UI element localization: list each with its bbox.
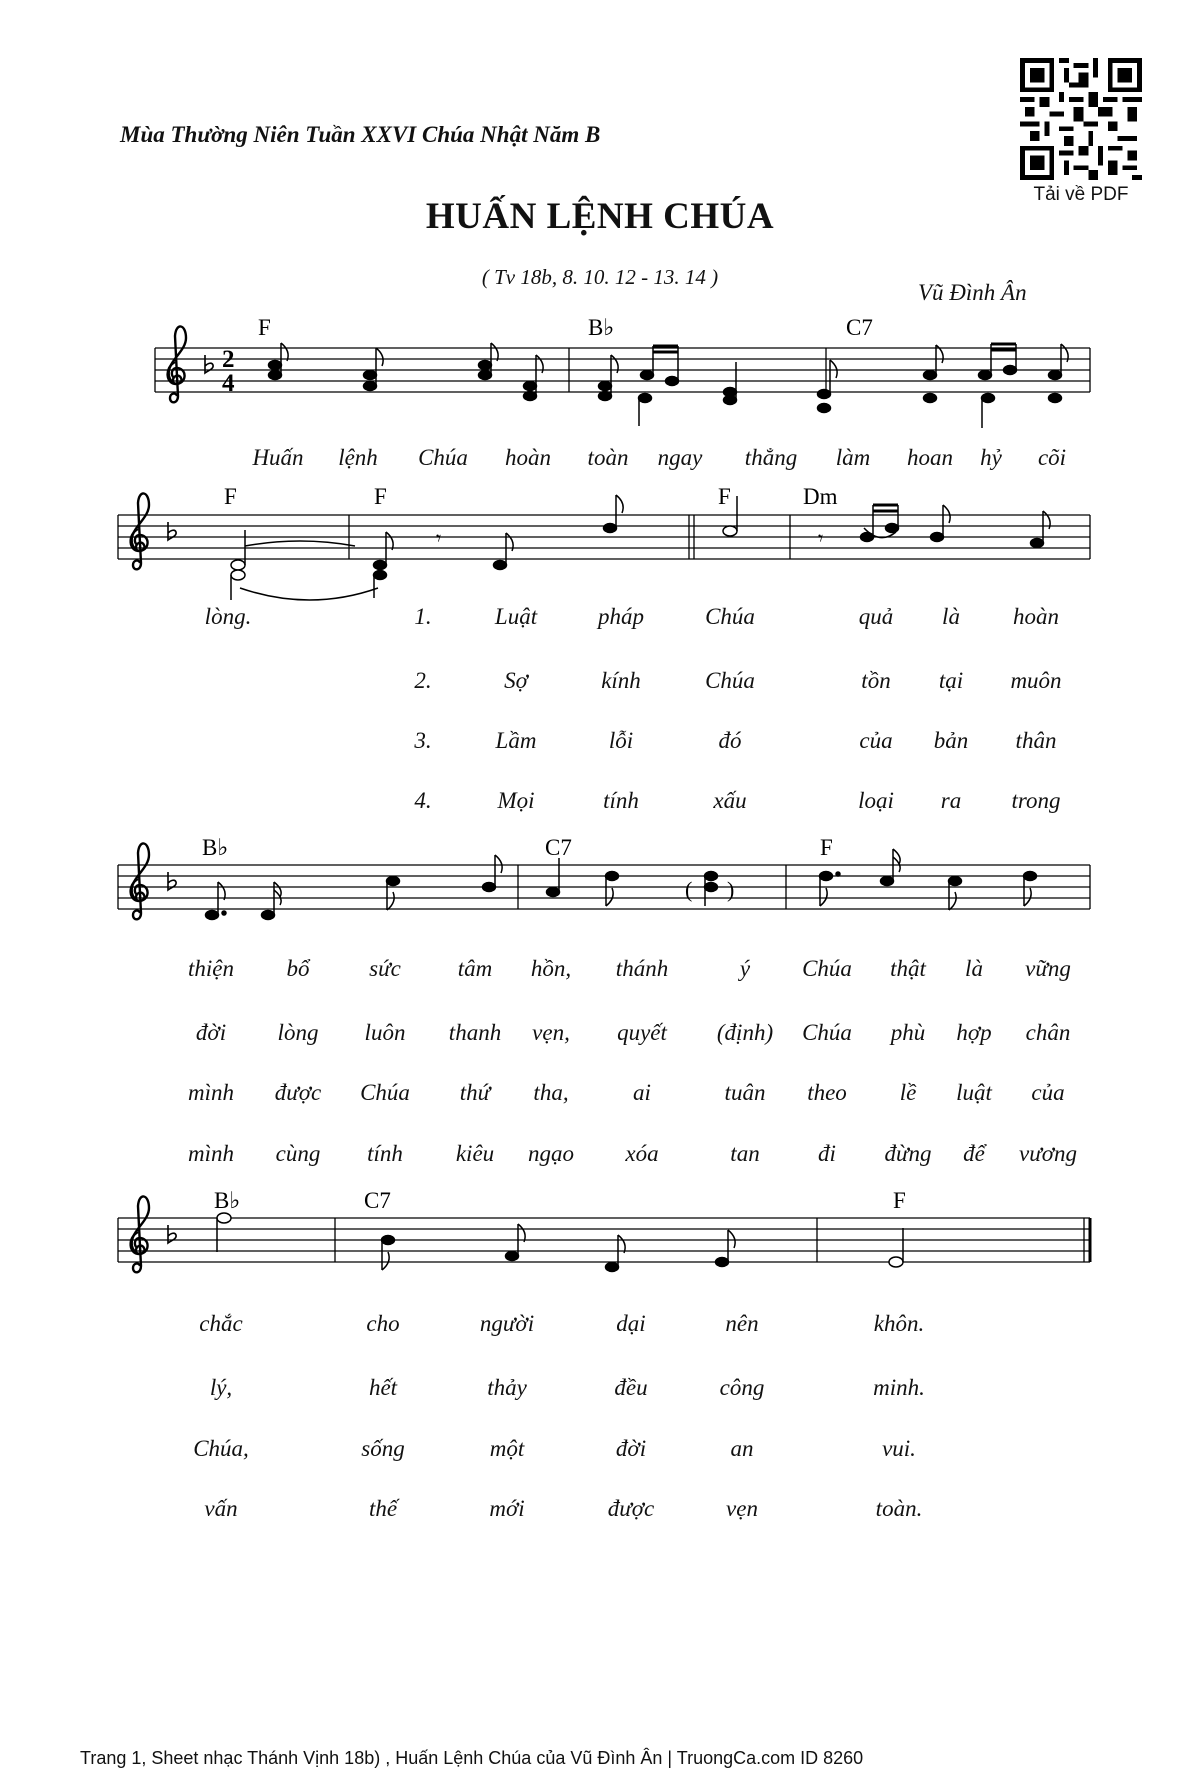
svg-text:C7: C7 <box>364 1188 391 1213</box>
svg-text:(: ( <box>685 877 693 902</box>
treble-clef-icon <box>131 493 149 569</box>
svg-text:): ) <box>727 877 735 902</box>
svg-text:F: F <box>718 484 731 509</box>
svg-text:F: F <box>893 1188 906 1213</box>
song-title: HUẤN LỆNH CHÚA <box>425 196 775 237</box>
svg-text:F: F <box>374 484 387 509</box>
svg-text:F: F <box>224 484 237 509</box>
psalm-reference: ( Tv 18b, 8. 10. 12 - 13. 14 ) <box>481 265 719 289</box>
svg-text:𝄾: 𝄾 <box>818 528 824 550</box>
svg-text:C7: C7 <box>846 315 873 340</box>
page-footer: Trang 1, Sheet nhạc Thánh Vịnh 18b) , Huấn Lệnh Chúa của Vũ Đình Ân | TruongCa.com ID 8260 <box>80 1748 864 1768</box>
liturgical-season: Mùa Thường Niên Tuần XXVI Chúa Nhật Năm B <box>120 122 601 147</box>
svg-text:B♭: B♭ <box>202 835 229 860</box>
treble-clef-icon <box>131 1196 149 1272</box>
composer-name: Vũ Đình Ân <box>918 280 1027 305</box>
notes-system-4 <box>217 1213 903 1272</box>
staff-system-1 <box>155 348 1090 392</box>
staff-system-3 <box>118 865 1090 909</box>
svg-text:F: F <box>258 315 271 340</box>
svg-text:C7: C7 <box>545 835 572 860</box>
chords-system-3 <box>202 835 833 860</box>
chords-system-1 <box>258 315 873 340</box>
svg-text:4: 4 <box>222 370 235 397</box>
svg-text:2: 2 <box>222 346 235 373</box>
time-signature <box>222 346 235 397</box>
notes-system-1 <box>269 343 1069 428</box>
chords-system-2 <box>224 484 838 509</box>
svg-text:F: F <box>820 835 833 860</box>
svg-text:B♭: B♭ <box>588 315 615 340</box>
treble-clef-icon <box>131 843 149 919</box>
svg-text:𝄾: 𝄾 <box>436 528 442 550</box>
download-pdf-link[interactable]: Tải về PDF <box>1033 184 1129 205</box>
treble-clef-icon <box>168 326 186 402</box>
staff-system-4 <box>118 1218 1090 1262</box>
svg-text:B♭: B♭ <box>214 1188 241 1213</box>
chords-system-4 <box>214 1188 906 1213</box>
svg-text:Dm: Dm <box>803 484 838 509</box>
